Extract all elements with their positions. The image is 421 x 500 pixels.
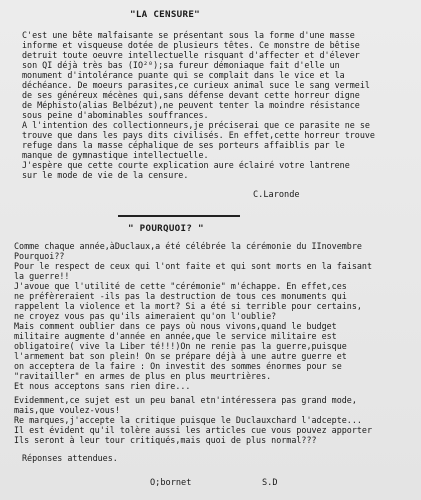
section1-line: refuge dans la masse céphalique de ses porteurs affaiblis par le: [22, 140, 345, 150]
section2-line: la guerre!!: [14, 271, 70, 281]
section-divider: [118, 215, 240, 217]
section2-line: mais,que voulez-vous!: [14, 405, 120, 415]
section1-line: C'est une bête malfaisante se présentant sous la forme d'une masse: [22, 30, 355, 40]
section2-line: Il est évident qu'il tolère aussi les articles cue vous pouvez apporter: [14, 425, 372, 435]
section1-title: "LA CENSURE": [130, 9, 200, 20]
section2-line: obligatoire( vive la Liber té!!!)On ne renie pas la guerre,puisque: [14, 341, 347, 351]
section1-signature: C.Laronde: [253, 190, 300, 200]
section2-line: rappelent la violence et la mort? Si a été si terrible pour certains,: [14, 301, 362, 311]
section2-line: Re marques,j'accepte la critique puisque le Duclauxchard l'adcepte...: [14, 415, 362, 425]
section2-line: Et nous acceptons sans rien dire...: [14, 381, 191, 391]
section1-line: detruit toute oeuvre intellectuelle risquant d'affecter et d'élever: [22, 50, 360, 60]
section2-line: on acceptera de la faire : On investit des sommes énormes pour se: [14, 361, 342, 371]
section1-line: sous peine d'abominables souffrances.: [22, 110, 209, 120]
section1-line: déchéance. De moeurs parasites,ce curieux animal suce le sang vermeil: [22, 80, 370, 90]
section2-title: " POURQUOI? ": [128, 223, 204, 234]
section1-line: sur le mode de vie de la censure.: [22, 170, 189, 180]
section2-signature-left: O;bornet: [150, 478, 192, 488]
section1-line: trouve que dans les pays dits civilisés. En effet,cette horreur trouve: [22, 130, 375, 140]
section2-line: ne préfèreraient -ils pas la destruction de tous ces monuments qui: [14, 291, 347, 301]
section1-line: J'espère que cette courte explication aure éclairé votre lantrene: [22, 160, 350, 170]
section1-line: son QI déjà très bas (IO²⁰);sa fureur démoniaque fait d'elle un: [22, 60, 340, 70]
section1-line: de Méphisto(alias Belbézut),ne peuvent tenter la moindre résistance: [22, 100, 360, 110]
section1-line: monument d'intolérance puante qui se complait dans le vice et la: [22, 70, 345, 80]
section2-line: Evidemment,ce sujet est un peu banal etn'intéressera pas grand mode,: [14, 395, 357, 405]
section1-line: de ses généreux mécènes qui,sans défense devant cette horreur digne: [22, 90, 360, 100]
section2-line: Ils seront à leur tour critiqués,mais quoi de plus normal???: [14, 435, 317, 445]
section2-line: militaire augmente d'année en année,que le service militaire est: [14, 331, 337, 341]
section2-line: Comme chaque année,àDuclaux,a été célébrée la cérémonie du IInovembre: [14, 241, 362, 251]
section2-line: l'armement bat son plein! On se prépare déjà à une autre guerre et: [14, 351, 347, 361]
section2-line: "ravitailler" en armes de plus en plus meurtrières.: [14, 371, 272, 381]
section1-line: informe et visqueuse dotée de plusieurs têtes. Ce monstre de bêtise: [22, 40, 360, 50]
section2-line: J'avoue que l'utilité de cette "cérémonie" m'échappe. En effet,ces: [14, 281, 347, 291]
section2-line: Réponses attendues.: [22, 453, 118, 463]
section1-line: A l'intention des collectionneurs,je préciserai que ce parasite ne se: [22, 120, 370, 130]
section2-signature-right: S.D: [262, 478, 278, 488]
section2-line: Mais comment oublier dans ce pays où nous vivons,quand le budget: [14, 321, 337, 331]
section1-line: manque de gymnastique intellectuelle.: [22, 150, 209, 160]
section2-line: Pourquoi??: [14, 251, 65, 261]
section2-line: ne croyez vous pas qu'ils aimeraient qu'on l'oublie?: [14, 311, 277, 321]
section2-line: Pour le respect de ceux qui l'ont faite et qui sont morts en la faisant: [14, 261, 372, 271]
